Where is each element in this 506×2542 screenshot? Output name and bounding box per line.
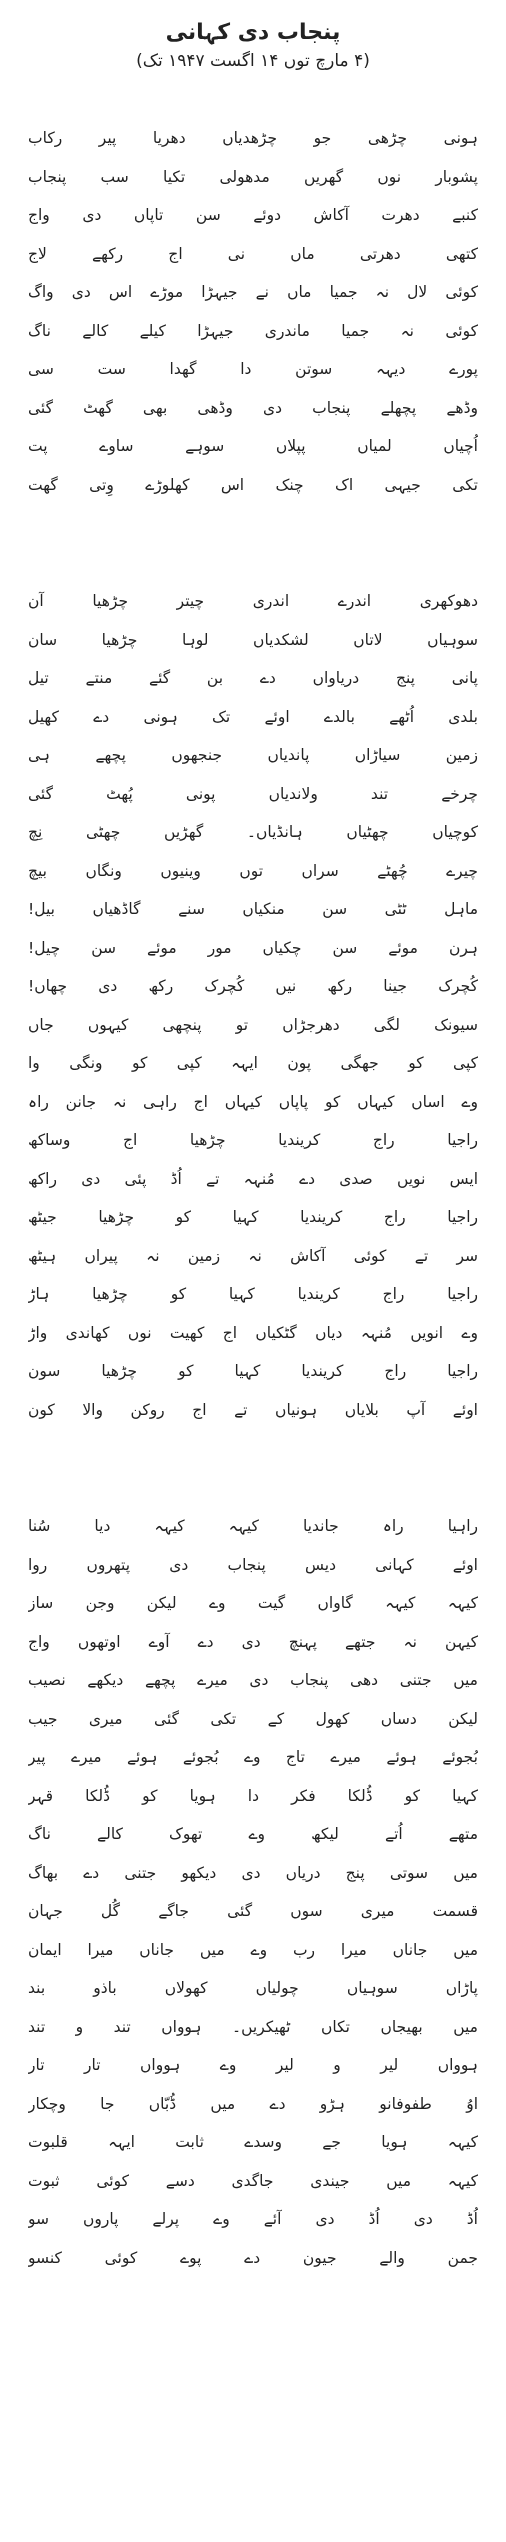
verse-line: کیہہ کیہہ گاواں گیت وے لیکن وجن ساز bbox=[28, 1594, 478, 1612]
poem-title: پنجاب دی کہانی bbox=[165, 20, 341, 45]
verse-line: کُچرک جینا رکھ نیں کُچرک رکھ دی چھاں! bbox=[28, 977, 478, 995]
verse-line: کیہن نہ جتھے پہنچ دی دے آوے اوتھوں واج bbox=[28, 1632, 478, 1651]
verse-line: میں جتنی دھی پنجاب دی میرے پچھے دیکھے نصیب bbox=[28, 1671, 478, 1689]
verse-line: کوچیاں چھٹیاں ہانڈیاں۔ گھڑیں چھٹی نِچ bbox=[28, 823, 478, 841]
verse-line: وڈھے پچھلے پنجاب دی وڈھی بھی گھٹ گئی bbox=[28, 398, 478, 417]
verse-line: کوئی لال نہ جمیا ماں نے جیہڑا موڑے اس دی واگ bbox=[28, 283, 478, 301]
verse-line: کیہہ ہویا جے وسدے ثابت ایہہ قلبوت bbox=[28, 2133, 478, 2151]
verse-line: پانی پنج دریاواں دے بن گئے منتے تیل bbox=[28, 669, 478, 687]
verse-line: کنبے دھرت آکاش دوئے سن تاپاں دی واج bbox=[28, 206, 478, 224]
verse-line: متھے اُتے لیکھ وے تھوک کالے ناگ bbox=[28, 1825, 478, 1843]
verse-line: راجیا راج کریندیا کہیا کو چڑھیا جیٹھ bbox=[28, 1208, 478, 1226]
verse-line: پاڑاں سوہیاں چولیاں کھولاں باذو بند bbox=[28, 1979, 478, 1997]
verse-line: میں جاناں میرا رب وے میں جاناں میرا ایمان bbox=[28, 1940, 478, 1959]
verse-line: بُجوئے ہوئے میرے تاج وے بُجوئے ہوئے میرے پیر bbox=[28, 1748, 478, 1766]
verse-line: کوئی نہ جمیا ماندری جیہڑا کیلے کالے ناگ bbox=[28, 321, 478, 340]
verse-line: پورے دیہہ سوتن دا گھدا ست سی bbox=[28, 360, 478, 378]
verse-line: تکی جیہی اک چنک اس کھلوڑے وِتی گھت bbox=[28, 475, 478, 494]
verse-line: دھوکھری اندرے اندری چیتر چڑھیا آن bbox=[28, 592, 478, 610]
verse-line: بلدی اُٹھے بالدے اوئے تک ہونی دے کھیل bbox=[28, 707, 478, 726]
verse-line: راجیا راج کریندیا کہیا کو چڑھیا سون bbox=[28, 1362, 478, 1380]
verse-line: سیونک لگی دھرجڑاں تو پنچھی کیہوں جاں bbox=[28, 1015, 478, 1034]
verse-line: اُڈ دی اُڈ دی آئے وے پرلے پاروں سو bbox=[28, 2210, 478, 2228]
verse-line: کہیا کو ڈُلکا فکر دا ہویا کو ڈُلکا قہر bbox=[28, 1786, 478, 1805]
verse-line: لیکن دساں کھول کے تکی گئی میری جیب bbox=[28, 1709, 478, 1728]
verse-line: راجیا راج کریندیا کہیا کو چڑھیا ہاڑ bbox=[28, 1285, 478, 1303]
verse-line: چرخے تند ولاندیاں پونی پُھٹ گئی bbox=[28, 784, 478, 803]
verse-line: وے انویں مُنہہ دیاں گٹکیاں اج کھیت نوں کھاندی واڑ bbox=[28, 1323, 478, 1342]
verse-line: جمن والے جیون دے پوے کوئی کنسو bbox=[28, 2248, 478, 2267]
verse-line: میں بھیجاں تکاں ٹھیکریں۔ ہوواں تند و تند bbox=[28, 2017, 478, 2036]
verse-line: کپی کو جھگی پون ایہہ کپی کو ونگی وا bbox=[28, 1054, 478, 1072]
verse-line: پشوبار نوں گھریں مدھولی تکیا سب پنجاب bbox=[28, 167, 478, 186]
verse-line: ایس نویں صدی دے مُنہہ تے اُڈ پئی دی راکھ bbox=[28, 1169, 478, 1188]
verse-line: راہیا راہ جاندیا کیہہ کیہہ دیا سُنا bbox=[28, 1517, 478, 1535]
verse-line: کتھی دھرتی ماں نی اج رکھے لاج bbox=[28, 244, 478, 263]
stanza bbox=[28, 119, 478, 504]
verse-line: وے اساں کیہاں کو پاپاں کیہاں اج راہی نہ جانن راہ bbox=[28, 1092, 478, 1111]
verse-line: میں سوتی پنج دریاں دی دیکھو جتنی دے بھاگ bbox=[28, 1863, 478, 1882]
verse-line: راجیا راج کریندیا چڑھیا اج وساکھ bbox=[28, 1131, 478, 1149]
verse-line: ماہل ٹٹی سن منکیاں سنے گاڈھیاں بیل! bbox=[28, 900, 478, 918]
verse-line: ہرن موئے سن چکیاں مور موئے سن چیل! bbox=[28, 938, 478, 957]
verse-line: قسمت میری سوں گئی جاگے گُل جہان bbox=[28, 1902, 478, 1920]
verse-line: اوئے کہانی دیس پنجاب دی پتھروں روا bbox=[28, 1555, 478, 1574]
poem-body bbox=[28, 119, 478, 2277]
verse-line: چیرے چُھٹے سراں توں وینیوں ونگاں بیچ bbox=[28, 861, 478, 880]
verse-line: سر تے کوئی آکاش نہ زمین نہ پیراں ہیٹھ bbox=[28, 1246, 478, 1265]
verse-line: اوُ طفوفانو ہڑو دے میں ڈُبّاں جا وچکار bbox=[28, 2094, 478, 2113]
stanza bbox=[28, 1507, 478, 2277]
verse-line: زمین سیاڑاں پاندیاں جنجھوں پچھے ہی bbox=[28, 746, 478, 764]
verse-line: سوہیاں لاتاں لشکدیاں لوہا چڑھیا سان bbox=[28, 630, 478, 649]
verse-line: کیہہ میں جیندی جاگدی دسے کوئی ثبوت bbox=[28, 2171, 478, 2190]
verse-line: ہونی چڑھی جو چڑھدیاں دھریا پیر رکاب bbox=[28, 129, 478, 147]
poem-subtitle: (۴ مارچ توں ۱۴ اگست ۱۹۴۷ تک) bbox=[136, 51, 370, 71]
verse-line: اوئے آپ بلایاں ہونیاں تے اج روکن والا کون bbox=[28, 1400, 478, 1419]
verse-line: ہوواں لیر و لیر وے ہوواں تار تار bbox=[28, 2056, 478, 2074]
stanza bbox=[28, 582, 478, 1429]
verse-line: اُچیاں لمیاں پپلاں سوہے ساوے پت bbox=[28, 437, 478, 455]
